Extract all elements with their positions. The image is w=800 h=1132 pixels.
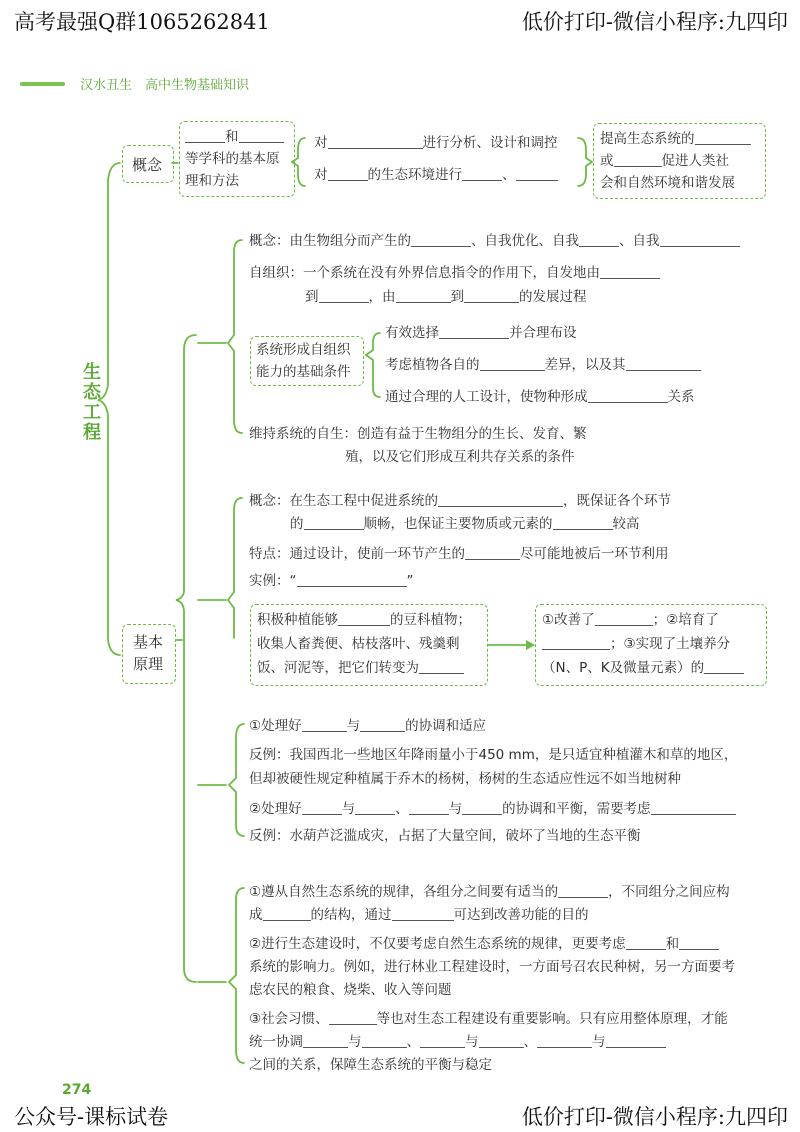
disciplines-line-3: 理和方法 bbox=[185, 173, 239, 189]
p4-line-1: ①遵从自然生态系统的规律，各组分之间要有适当的 ，不同组分之间应构 bbox=[249, 884, 730, 900]
goal-line-1: 提高生态系统的 bbox=[600, 130, 751, 148]
p1-cond-3: 通过合理的人工设计，使物种形成 关系 bbox=[385, 389, 695, 405]
p2-concept-line-1: 概念：在生态工程中促进系统的 ，既保证各个环节 bbox=[249, 493, 671, 509]
p3-line-5: 反例：水葫芦泛滥成灾，占据了大量空间，破坏了当地的生态平衡 bbox=[249, 828, 641, 844]
p4-line-8: 之间的关系，保障生态系统的平衡与稳定 bbox=[249, 1057, 492, 1073]
principle-box bbox=[122, 624, 176, 684]
disciplines-line-2: 等学科的基本原 bbox=[185, 151, 280, 167]
basis-line-1: 系统形成自组织 bbox=[256, 342, 351, 358]
p4-line-4: 系统的影响力。例如，进行林业工程建设时，一方面号召农民种树，另一方面要考 bbox=[249, 959, 735, 975]
p4-line-5: 虑农民的粮食、烧柴、收入等问题 bbox=[249, 982, 452, 998]
p2-left-line-1: 积极种植能够 的豆科植物； bbox=[257, 612, 471, 628]
p2-left-box bbox=[250, 604, 488, 686]
p1-maintain-line-2: 殖，以及它们形成互利共存关系的条件 bbox=[345, 449, 575, 465]
p3-line-1: ①处理好 与 的协调和适应 bbox=[249, 718, 487, 734]
p2-right-line-2: ；③实现了土壤养分 bbox=[542, 635, 730, 653]
p1-cond-2: 考虑植物各自的 差异，以及其 bbox=[385, 356, 701, 374]
footer-left: 公众号-课标试卷 bbox=[14, 1105, 169, 1129]
footer-right: 低价打印-微信小程序:九四印 bbox=[521, 1105, 788, 1129]
page-number: 274 bbox=[62, 1082, 92, 1098]
concept-item-1: 对 进行分析、设计和调控 bbox=[314, 135, 558, 151]
p4-line-2: 成 的结构，通过 可达到改善功能的目的 bbox=[249, 907, 589, 923]
header-right: 低价打印-微信小程序:九四印 bbox=[521, 10, 788, 34]
p1-concept: 概念：由生物组分而产生的 、自我优化、自我 、自我 bbox=[249, 232, 740, 250]
p4-line-7: 统一协调 与 、 与 、 与 bbox=[249, 1033, 666, 1051]
p1-maintain-line-1: 维持系统的自生：创造有益于生物组分的生长、发育、繁 bbox=[249, 426, 587, 442]
p4-line-3: ②进行生态建设时，不仅要考虑自然生态系统的规律，更要考虑 和 bbox=[249, 935, 719, 953]
goal-line-2: 或 促进人类社 bbox=[600, 153, 729, 169]
p2-right-line-1: ①改善了 ；②培育了 bbox=[542, 612, 719, 628]
banner-title: 汉水丑生 高中生物基础知识 bbox=[80, 78, 250, 93]
p3-line-4: ②处理好 与 、 与 的协调和平衡，需要考虑 bbox=[249, 800, 736, 818]
disciplines-line-1: 和 bbox=[185, 128, 284, 146]
p2-example: 实例：“ ” bbox=[249, 573, 414, 589]
p1-basis-box bbox=[250, 336, 364, 386]
p2-right-box bbox=[535, 604, 767, 686]
p1-cond-1: 有效选择 并合理布设 bbox=[385, 325, 577, 341]
header-left: 高考最强Q群1065262841 bbox=[14, 10, 270, 34]
concept-disciplines-box bbox=[179, 121, 295, 197]
p4-line-6: ③社会习惯、 等也对生态工程建设有重要影响。只有应用整体原理，才能 bbox=[249, 1011, 728, 1027]
concept-item-2: 对 的生态环境进行 、 bbox=[314, 166, 558, 184]
p2-concept-line-2: 的 顺畅，也保证主要物质或元素的 较高 bbox=[290, 516, 640, 532]
p1-selforg-line-2: 到 ，由 到 的发展过程 bbox=[305, 289, 587, 305]
p2-left-line-3: 饭、河泥等，把它们转变为 bbox=[257, 659, 464, 677]
concept-label: 概念 bbox=[132, 156, 163, 174]
p1-selforg-line-1: 自组织：一个系统在没有外界信息指令的作用下，自发地由 bbox=[249, 264, 660, 282]
concept-box bbox=[122, 145, 174, 183]
p3-line-3: 但却被硬性规定种植属于乔木的杨树，杨树的生态适应性远不如当地树种 bbox=[249, 771, 681, 787]
root-label: 生态工程 bbox=[80, 362, 101, 442]
goal-line-3: 会和自然环境和谐发展 bbox=[600, 175, 735, 191]
p2-right-line-3: （N、P、K及微量元素）的 bbox=[542, 659, 744, 677]
concept-goal-box bbox=[593, 123, 766, 199]
p3-line-2: 反例：我国西北一些地区年降雨量小于450 mm，是只适宜种植灌木和草的地区， bbox=[249, 747, 738, 763]
basis-line-2: 能力的基础条件 bbox=[256, 364, 351, 380]
p2-feature: 特点：通过设计，使前一环节产生的 尽可能地被后一环节利用 bbox=[249, 546, 669, 562]
principle-label: 基本原理 bbox=[133, 633, 164, 673]
p2-left-line-2: 收集人畜粪便、枯枝落叶、残羹剩 bbox=[257, 636, 460, 652]
